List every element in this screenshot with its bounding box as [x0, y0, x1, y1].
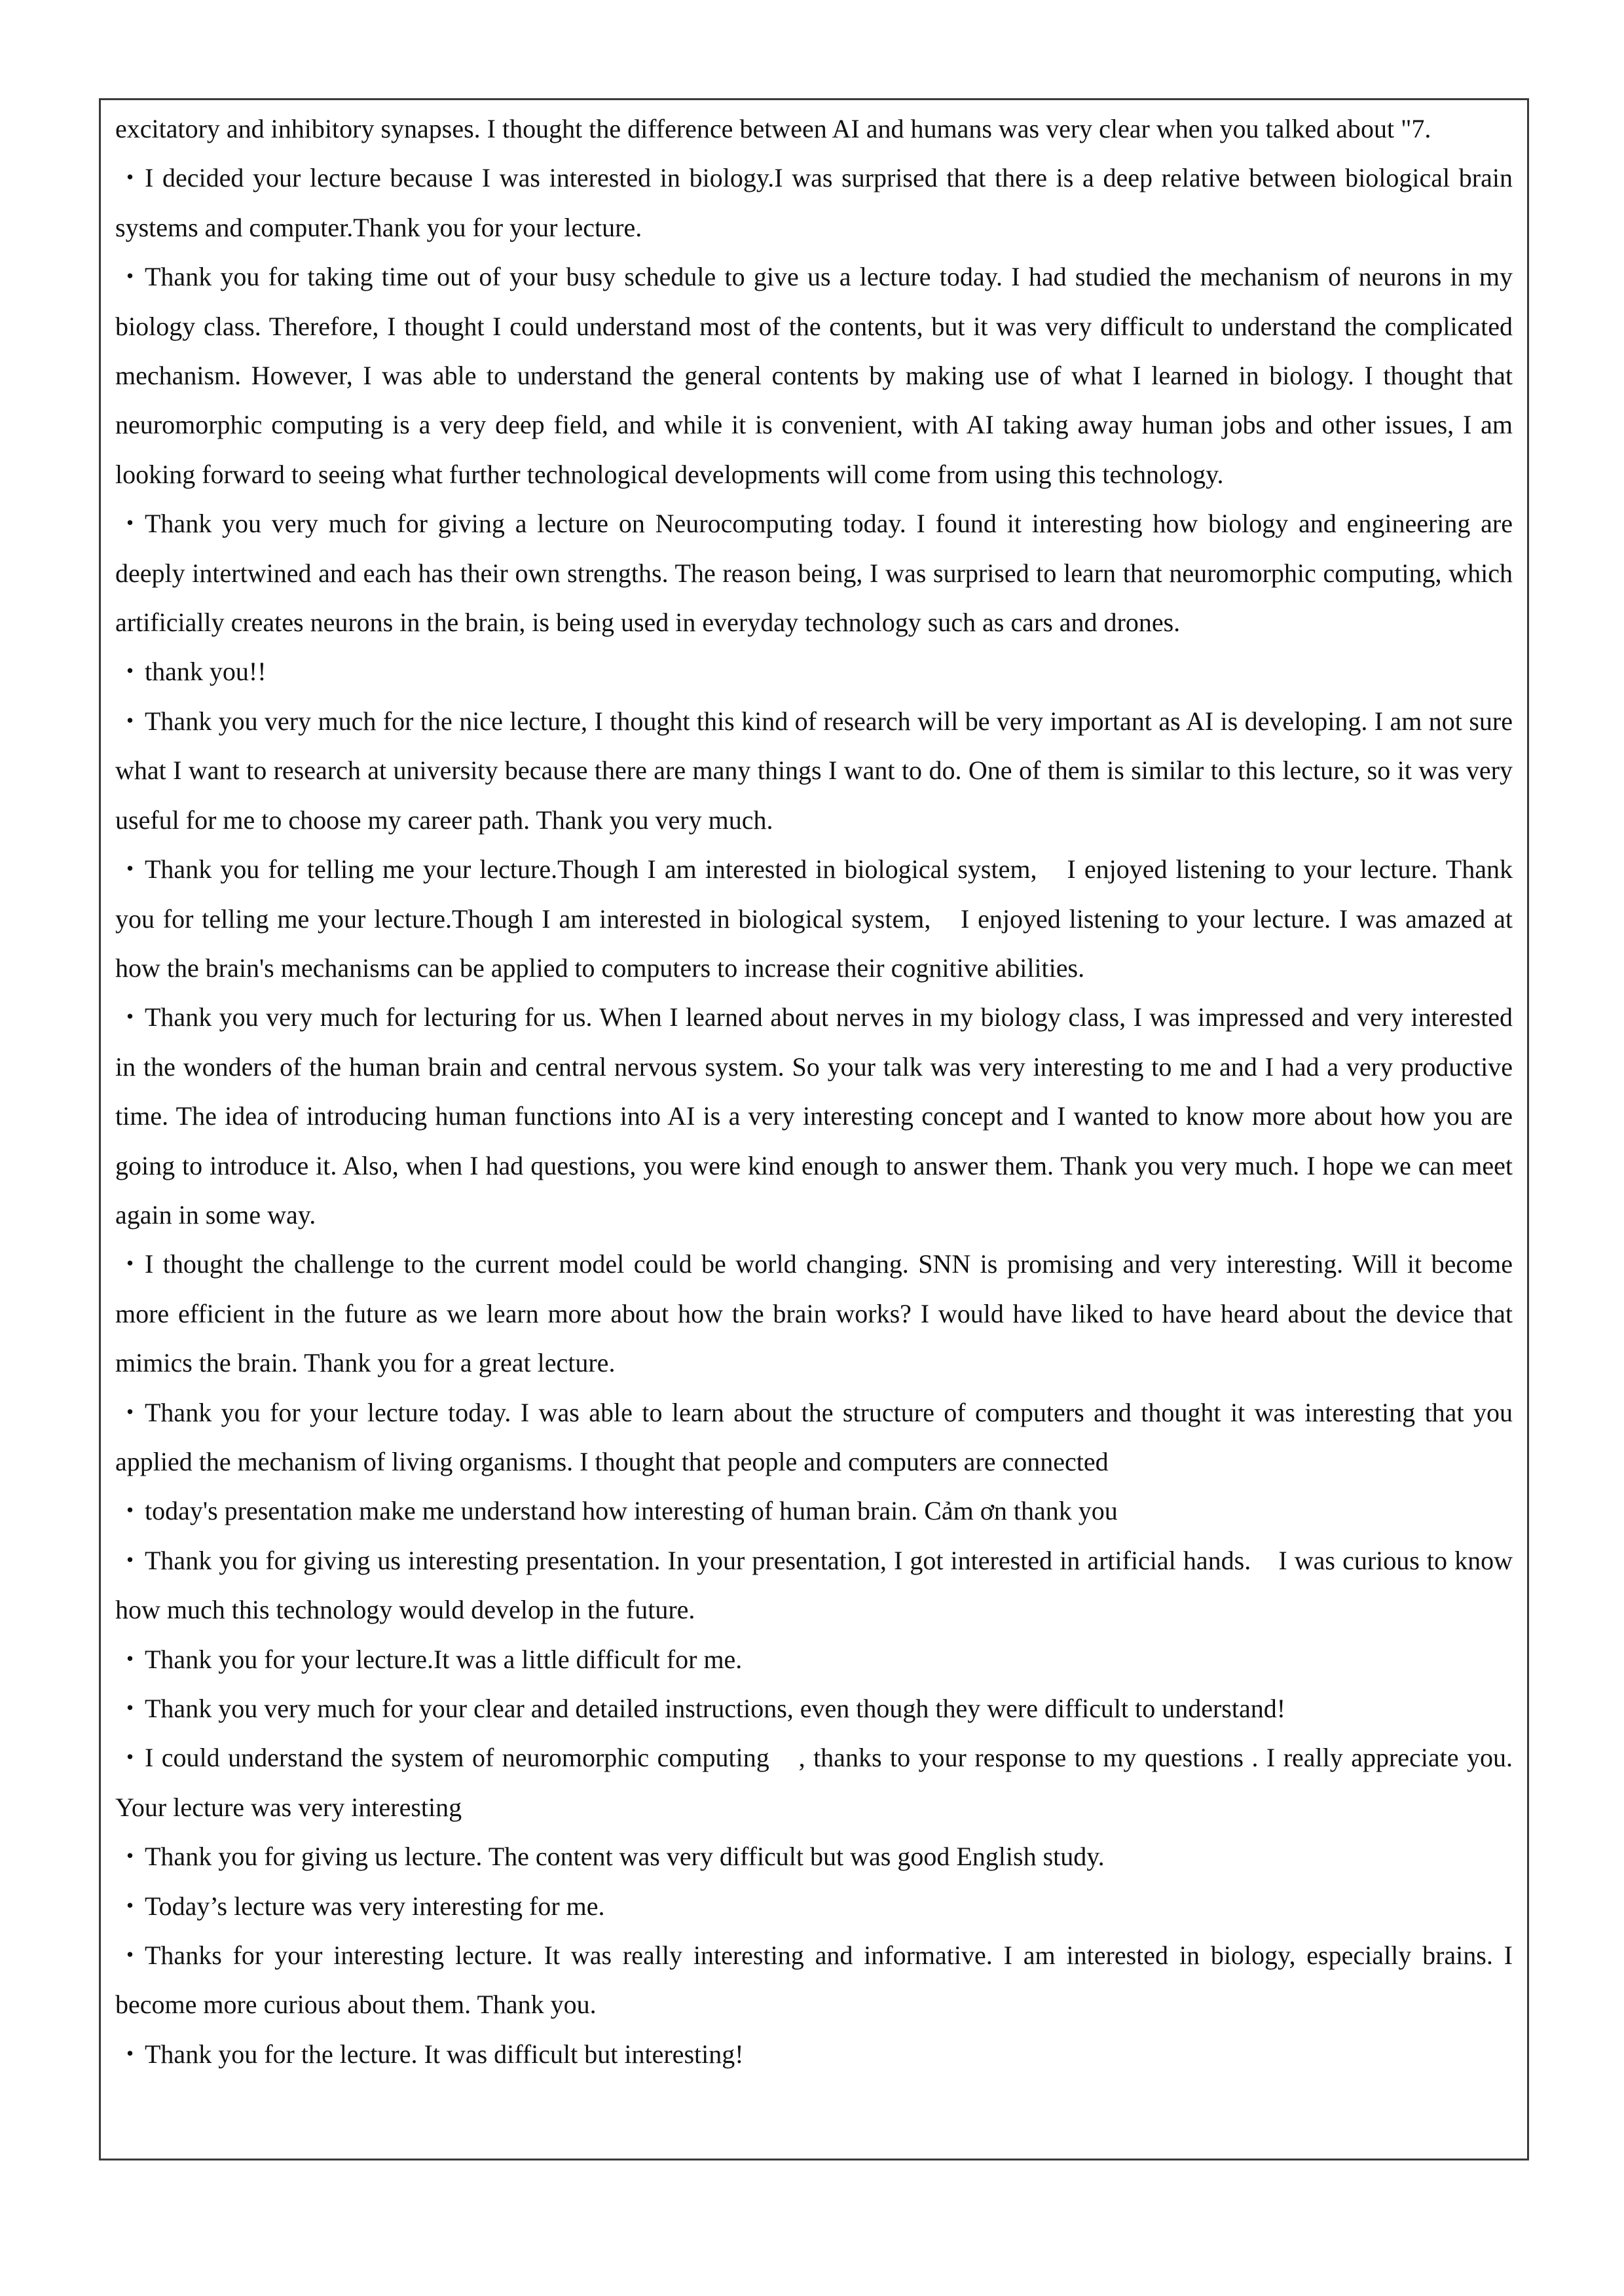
bullet-icon: ・	[117, 1644, 143, 1674]
comment-text: Thank you very much for your clear and detailed instructions, even though they were difficult to understand!	[145, 1694, 1286, 1723]
comment-item	[115, 499, 1513, 647]
comment-item	[115, 697, 1513, 845]
comment-text: Thank you for telling me your lecture.Though I am interested in biological system, I enjoyed listening to your lecture. Thank you for telling me your lecture.Though I am interested in biological system, I enjoyed listening to your lecture. I was amazed at how the brain's mechanisms can be applied to computers to increase their cognitive abilities.	[115, 854, 1513, 983]
comment-text: Thank you very much for the nice lecture, I thought this kind of research will be very important as AI is developing. I am not sure what I want to research at university because there are many things I want to do. One of them is similar to this lecture, so it was very useful for me to choose my career path. Thank you very much.	[115, 706, 1513, 835]
comment-text: Thank you for giving us lecture. The content was very difficult but was good English study.	[145, 1842, 1105, 1872]
comment-text: Today’s lecture was very interesting for me.	[145, 1891, 605, 1921]
comment-item	[115, 252, 1513, 499]
bullet-icon: ・	[117, 1496, 143, 1526]
comment-item	[115, 1388, 1513, 1487]
comment-list	[115, 153, 1513, 2079]
feedback-content	[115, 104, 1513, 2079]
comment-item	[115, 1486, 1513, 1535]
comment-text: Thanks for your interesting lecture. It was really interesting and informative. I am interested in biology, especially brains. I become more curious about them. Thank you.	[115, 1941, 1513, 2020]
comment-item	[115, 993, 1513, 1239]
bullet-icon: ・	[117, 1941, 143, 1971]
bullet-icon: ・	[117, 1249, 143, 1279]
bullet-icon: ・	[117, 1743, 143, 1773]
comment-text: Thank you for your lecture today. I was able to learn about the structure of computers and thought it was interesting that you applied the mechanism of living organisms. I thought that people and computers are connected	[115, 1397, 1513, 1476]
comment-item	[115, 845, 1513, 993]
comment-item	[115, 1832, 1513, 1881]
bullet-icon: ・	[117, 509, 143, 539]
feedback-box	[99, 98, 1529, 2160]
comment-item	[115, 1536, 1513, 1635]
bullet-icon: ・	[117, 1545, 143, 1575]
comment-text: today's presentation make me understand how interesting of human brain. Cảm ơn thank you	[145, 1496, 1118, 1526]
comment-text: Thank you for the lecture. It was difficult but interesting!	[145, 2039, 744, 2069]
comment-text: Thank you very much for giving a lecture on Neurocomputing today. I found it interesting how biology and engineering are deeply intertwined and each has their own strengths. The reason being, I was surprised to learn that neuromorphic computing, which artificially creates neurons in the brain, is being used in everyday technology such as cars and drones.	[115, 509, 1513, 638]
comment-item	[115, 1931, 1513, 2030]
comment-item	[115, 1684, 1513, 1733]
bullet-icon: ・	[117, 1002, 143, 1032]
bullet-icon: ・	[117, 1842, 143, 1872]
comment-item	[115, 1733, 1513, 1832]
bullet-icon: ・	[117, 163, 143, 193]
bullet-icon: ・	[117, 657, 143, 687]
bullet-icon: ・	[117, 1891, 143, 1921]
comment-item	[115, 153, 1513, 252]
comment-item	[115, 1635, 1513, 1684]
bullet-icon: ・	[117, 1397, 143, 1427]
bullet-icon: ・	[117, 2039, 143, 2069]
comment-text: I could understand the system of neuromorphic computing , thanks to your response to my questions . I really appreciate you. Your lecture was very interesting	[115, 1743, 1513, 1822]
comment-text: I thought the challenge to the current model could be world changing. SNN is promising and very interesting. Will it become more efficient in the future as we learn more about how the brain works? I would have liked to have heard about the device that mimics the brain. Thank you for a great lecture.	[115, 1249, 1513, 1378]
continued-comment: excitatory and inhibitory synapses. I thought the difference between AI and humans was very clear when you talked about "7.	[115, 114, 1431, 143]
comment-text: thank you!!	[145, 657, 267, 687]
comment-item	[115, 2030, 1513, 2079]
comment-text: Thank you for your lecture.It was a little difficult for me.	[145, 1644, 743, 1674]
bullet-icon: ・	[117, 706, 143, 736]
bullet-icon: ・	[117, 1694, 143, 1723]
comment-text: I decided your lecture because I was interested in biology.I was surprised that there is a deep relative between biological brain systems and computer.Thank you for your lecture.	[115, 163, 1513, 242]
comment-text: Thank you for giving us interesting presentation. In your presentation, I got interested in artificial hands. I was curious to know how much this technology would develop in the future.	[115, 1545, 1513, 1625]
bullet-icon: ・	[117, 854, 143, 884]
bullet-icon: ・	[117, 262, 143, 292]
comment-text: Thank you very much for lecturing for us. When I learned about nerves in my biology class, I was impressed and very interested in the wonders of the human brain and central nervous system. So your talk was very interesting to me and I had a very productive time. The idea of introducing human functions into AI is a very interesting concept and I wanted to know more about how you are going to introduce it. Also, when I had questions, you were kind enough to answer them. Thank you very much. I hope we can meet again in some way.	[115, 1002, 1513, 1230]
comment-item	[115, 647, 1513, 696]
comment-text: Thank you for taking time out of your busy schedule to give us a lecture today. I had studied the mechanism of neurons in my biology class. Therefore, I thought I could understand most of the contents, but it was very difficult to understand the complicated mechanism. However, I was able to understand the general contents by making use of what I learned in biology. I thought that neuromorphic computing is a very deep field, and while it is convenient, with AI taking away human jobs and other issues, I am looking forward to seeing what further technological developments will come from using this technology.	[115, 262, 1513, 489]
comment-item	[115, 1882, 1513, 1931]
comment-item	[115, 1239, 1513, 1387]
